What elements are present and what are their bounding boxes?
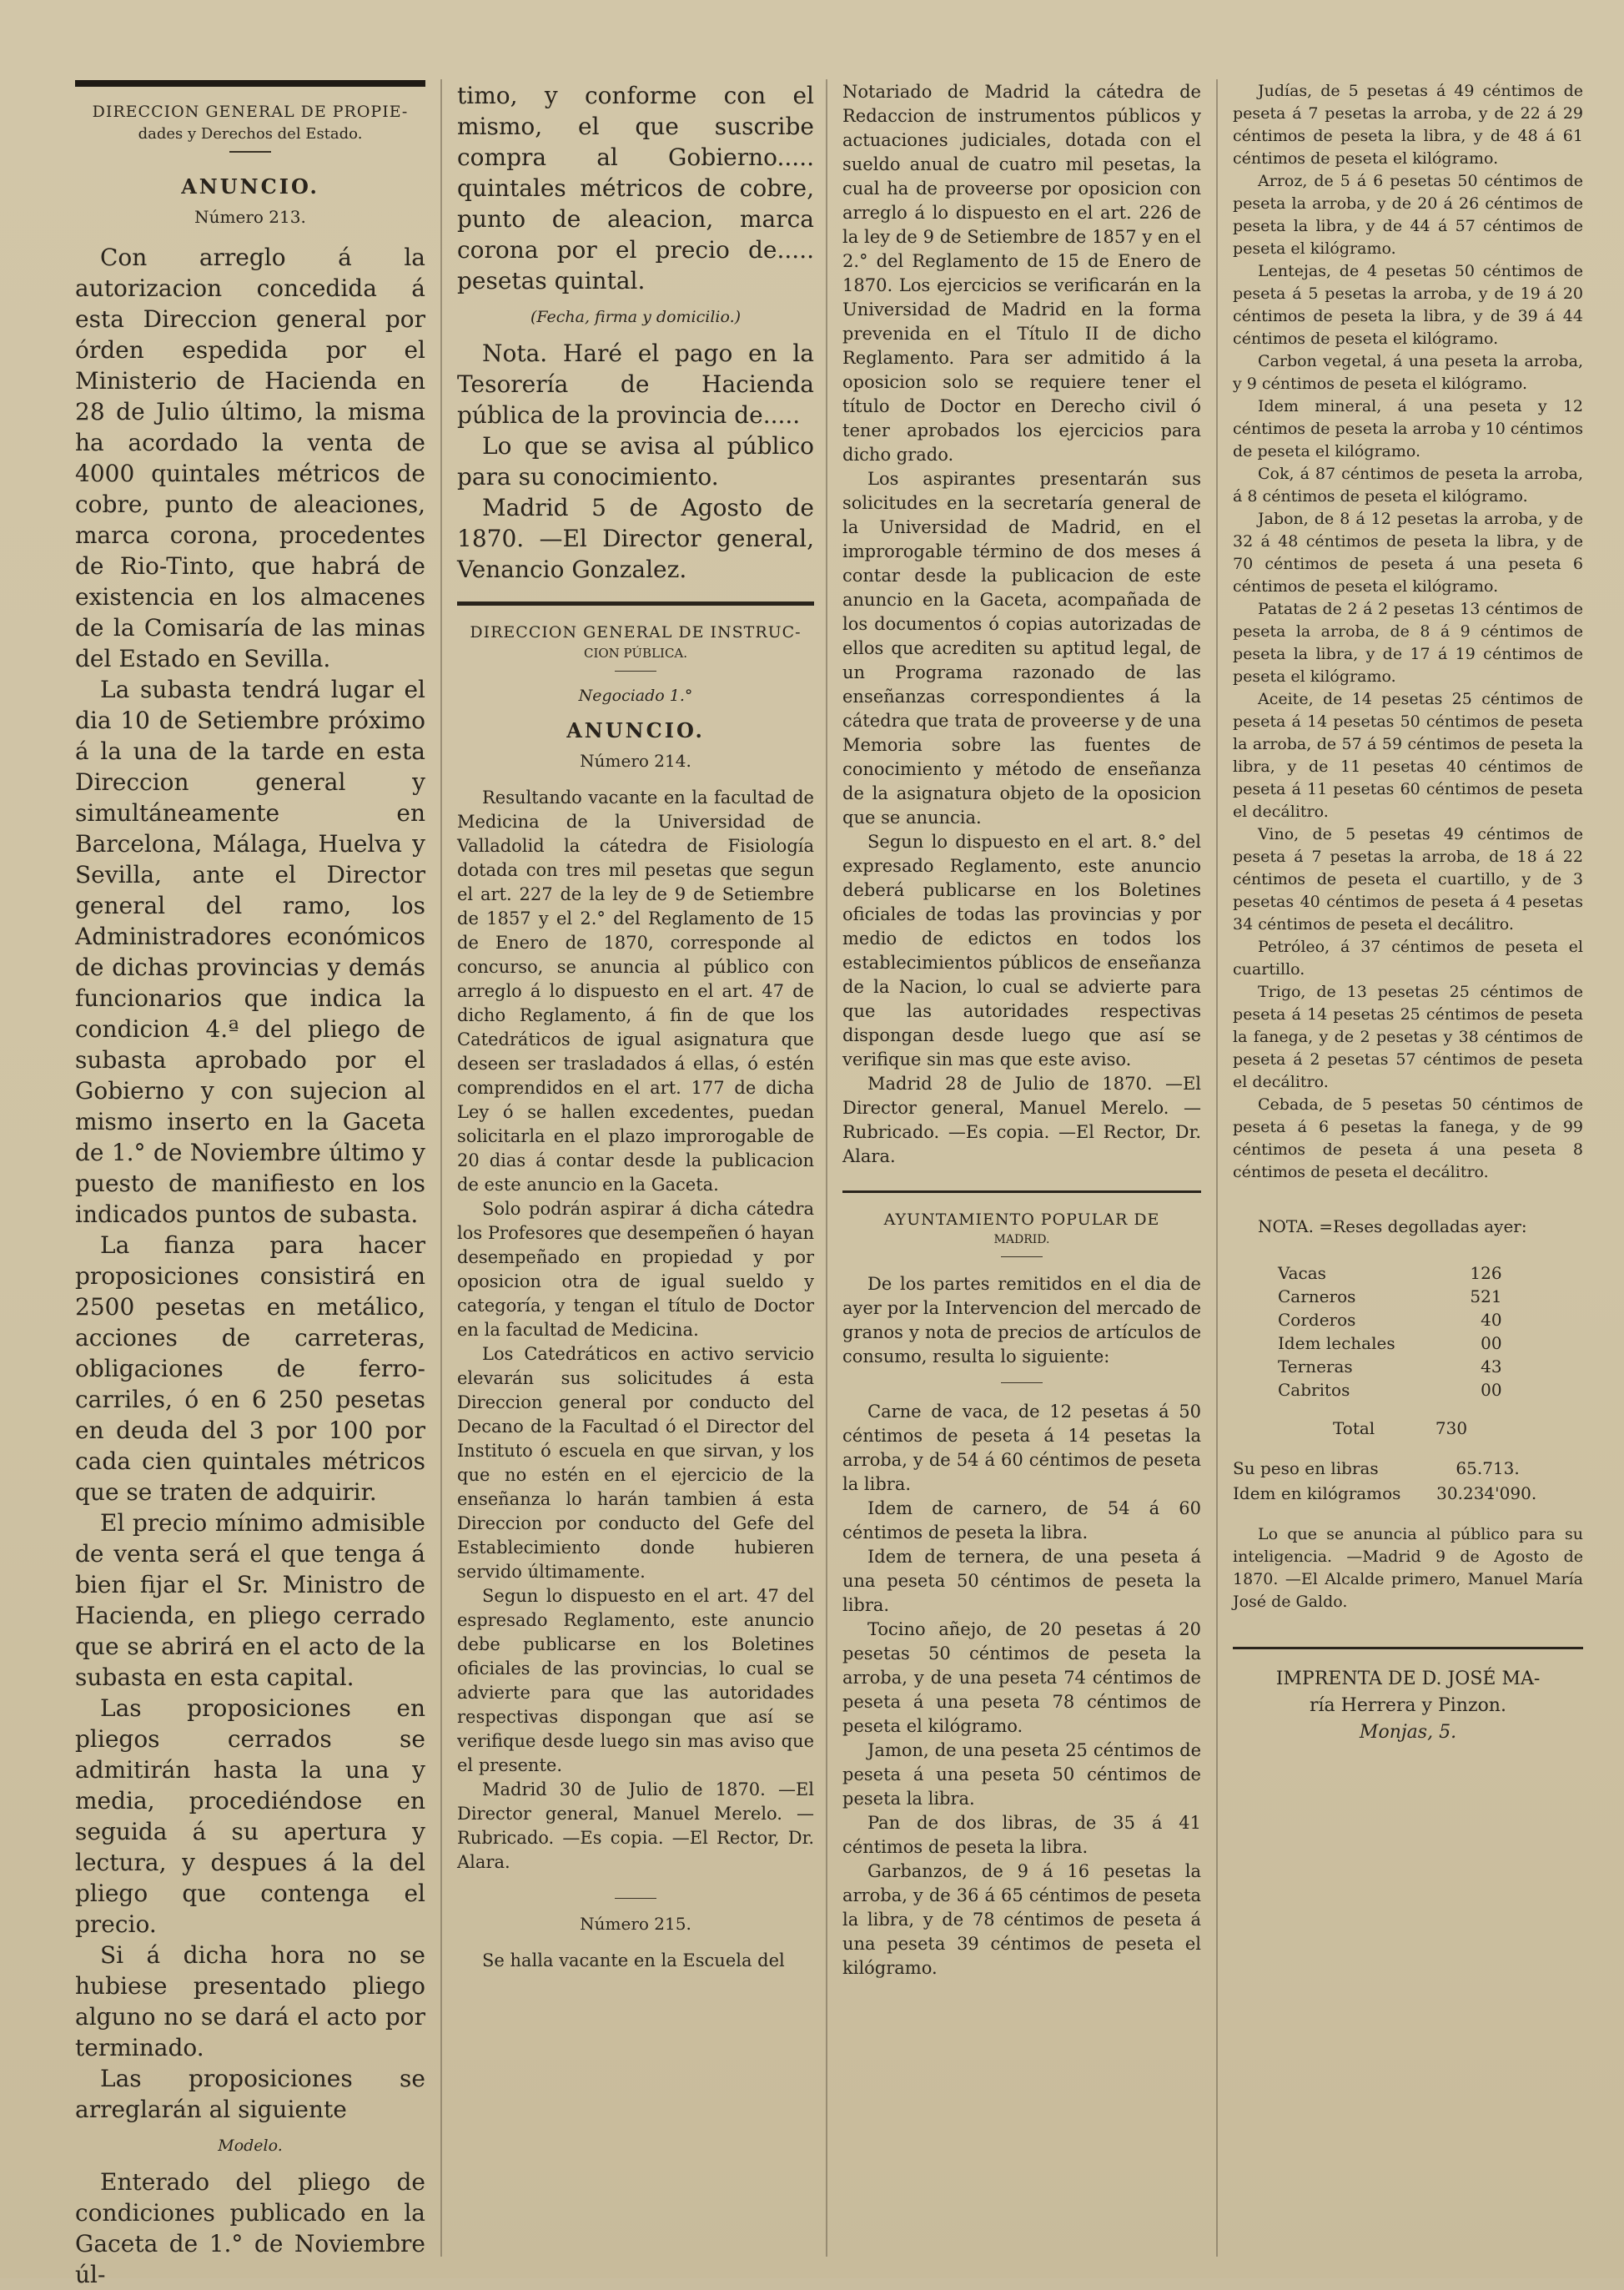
price-item: Judías, de 5 pesetas á 49 céntimos de peseta á 7 pesetas la arroba, y de 22 á 29 céntimos de peseta la libra, y de 48 á 61 céntimos de peseta el kilógramo. — [1233, 82, 1583, 168]
paragraph: Si á dicha hora no se hubiese presentado pliego alguno no se dará el acto por terminado. — [75, 1940, 425, 2061]
divider — [229, 151, 271, 153]
res-value: 521 — [1470, 1286, 1502, 1306]
res-value: 43 — [1481, 1356, 1502, 1377]
section-header-sub: dades y Derechos del Estado. — [138, 124, 363, 143]
anuncio-number: Número 214. — [580, 750, 691, 771]
paragraph: Lo que se anuncia al público para su inteligencia. —Madrid 9 de Agosto de 1870. —El Alcalde primero, Manuel María José de Galdo. — [1233, 1525, 1583, 1611]
paragraph: Se halla vacante en la Escuela del — [482, 1950, 785, 1970]
res-value: 00 — [1481, 1333, 1502, 1353]
table-row — [1275, 1308, 1506, 1331]
table-row — [1275, 1331, 1506, 1355]
section-rule — [842, 1190, 1201, 1193]
price-item: Cok, á 87 céntimos de peseta la arroba, á 8 céntimos de peseta el kilógramo. — [1233, 465, 1583, 506]
column-2 — [457, 80, 814, 2262]
column-3 — [842, 80, 1201, 2262]
column-rule — [440, 79, 442, 2257]
price-item: Garbanzos, de 9 á 16 pesetas la arroba, y de 36 á 65 céntimos de peseta la libra, y de 78 céntimos de peseta á una peseta 39 céntimos de peseta el kilógramo. — [842, 1860, 1201, 1978]
column-rule — [1216, 79, 1218, 2257]
price-item: Lentejas, de 4 pesetas 50 céntimos de peseta á 5 pesetas la arroba, y de 19 á 20 céntimos de peseta la libra, y de 39 á 44 céntimos de peseta el kilógramo. — [1233, 262, 1583, 348]
divider — [1001, 1256, 1043, 1257]
column-rule — [826, 79, 827, 2257]
section-header-sub: MADRID. — [993, 1232, 1050, 1246]
paragraph: Con arreglo á la autorizacion concedida á esta Direccion general por órden espedida por el Ministerio de Hacienda en 28 de Julio último, la misma ha acordado la venta de 4000 quintales métricos de cobre, punto de aleaciones, marca corona, procedentes de Rio-Tinto, que habrá de existencia en los almacenes de la Comisaría de las minas del Estado en Sevilla. — [75, 243, 425, 672]
negociado-label: Negociado 1.° — [578, 686, 693, 705]
section-header: AYUNTAMIENTO POPULAR DE — [883, 1210, 1160, 1229]
res-value: 00 — [1481, 1380, 1502, 1400]
paragraph: Enterado del pliego de condiciones publicado en la Gaceta de 1.° de Noviembre úl- — [75, 2167, 425, 2288]
res-label: Carneros — [1278, 1286, 1356, 1306]
total-label: Total — [1333, 1418, 1375, 1438]
price-item: Vino, de 5 pesetas 49 céntimos de peseta á 7 pesetas la arroba, de 18 á 22 céntimos de peseta el cuartillo, y de 3 pesetas 40 céntimos de peseta á 4 pesetas 34 céntimos de peseta el decálitro. — [1233, 825, 1583, 934]
paragraph: Madrid 30 de Julio de 1870. —El Director general, Manuel Merelo. —Rubricado. —Es copia. —El Rector, Dr. Alara. — [457, 1779, 814, 1872]
price-item: Arroz, de 5 á 6 pesetas 50 céntimos de peseta la arroba, y de 20 á 26 céntimos de peseta la libra, y de 44 á 57 céntimos de peseta el kilógramo. — [1233, 172, 1583, 258]
price-item: Jamon, de una peseta 25 céntimos de peseta á una peseta 50 céntimos de peseta la libra. — [842, 1739, 1201, 1809]
paragraph: Madrid 28 de Julio de 1870. —El Director general, Manuel Merelo. —Rubricado. —Es copia. —El Rector, Dr. Alara. — [842, 1074, 1201, 1166]
peso-kg-value: 30.234'090. — [1436, 1483, 1537, 1503]
peso-libras-row — [1233, 1458, 1583, 1478]
peso-libras-value: 65.713. — [1456, 1458, 1520, 1478]
price-item: Idem de ternera, de una peseta á una peseta 50 céntimos de peseta la libra. — [842, 1546, 1201, 1615]
imprenta-block — [1233, 1666, 1583, 1746]
price-item: Aceite, de 14 pesetas 25 céntimos de peseta á 14 pesetas 50 céntimos de peseta la arroba, de 57 á 59 céntimos de peseta la libra, y de 11 pesetas 40 céntimos de peseta á 11 pesetas 60 céntimos de peseta el decálitro. — [1233, 690, 1583, 821]
paragraph: timo, y conforme con el mismo, el que suscribe compra al Gobierno..... quintales métricos de cobre, punto de aleacion, marca corona por el precio de..... pesetas quintal. — [457, 82, 814, 294]
paragraph: Madrid 5 de Agosto de 1870. —El Director general, Venancio Gonzalez. — [457, 494, 814, 583]
price-item: Carne de vaca, de 12 pesetas á 50 céntimos de peseta á 14 pesetas la arroba, y de 54 á 60 céntimos de peseta la libra. — [842, 1401, 1201, 1494]
price-item: Carbon vegetal, á una peseta la arroba, y 9 céntimos de peseta el kilógramo. — [1233, 352, 1583, 393]
peso-kg-row — [1233, 1483, 1583, 1503]
section-rule — [1233, 1647, 1583, 1649]
anuncio-title: ANUNCIO. — [566, 717, 705, 742]
anuncio-number: Número 213. — [194, 206, 306, 227]
imprenta-address: Monjas, 5. — [1359, 1722, 1457, 1743]
table-row — [1275, 1285, 1506, 1308]
res-value: 126 — [1470, 1263, 1502, 1283]
divider — [615, 671, 656, 672]
price-item: Cebada, de 5 pesetas 50 céntimos de peseta á 6 pesetas la fanega, y de 99 céntimos de peseta á una peseta 8 céntimos de peseta el decálitro. — [1233, 1095, 1583, 1181]
signature-note: (Fecha, firma y domicilio.) — [530, 308, 742, 326]
paragraph: Los Catedráticos en activo servicio elevarán sus solicitudes á esta Direccion general por conducto del Decano de la Facultad ó el Director del Instituto ó escuela en que sirvan, y los que no estén en el ejercicio de la enseñanza lo harán tambien á esta Direccion por conducto del Gefe del Establecimiento donde hubieren servido últimamente. — [457, 1343, 814, 1582]
divider — [615, 1898, 656, 1899]
price-item: Pan de dos libras, de 35 á 41 céntimos de peseta la libra. — [842, 1812, 1201, 1857]
paragraph: De los partes remitidos en el dia de ayer por la Intervencion del mercado de granos y nota de precios de artículos de consumo, resulta lo siguiente: — [842, 1273, 1201, 1366]
peso-libras-label: Su peso en libras — [1233, 1458, 1379, 1478]
paragraph: Notariado de Madrid la cátedra de Redaccion de instrumentos públicos y actuaciones judiciales, dotada con el sueldo anual de cuatro mil pesetas, la cual ha de proveerse por oposicion con arreglo á lo dispuesto en el art. 226 de la ley de 9 de Setiembre de 1857 y en el 2.° del Reglamento de 15 de Enero de 1870. Los ejercicios se verificarán en la Universidad de Madrid en la forma prevenida en el Título II de dicho Reglamento. Para ser admitido á la oposicion solo se requiere tener el título de Doctor en Derecho civil ó tener aprobados los ejercicios para dicho grado. — [842, 82, 1201, 465]
total-value: 730 — [1435, 1418, 1468, 1438]
res-label: Terneras — [1278, 1356, 1353, 1377]
paragraph: La subasta tendrá lugar el dia 10 de Setiembre próximo á la una de la tarde en esta Direccion general y simultáneamente en Barcelona, Málaga, Huelva y Sevilla, ante el Director general del ramo, los Administradores económicos de dichas provincias y demás funcionarios que indica la condicion 4.ª del pliego de subasta aprobado por el Gobierno y con sujecion al mismo inserto en la Gaceta de 1.° de Noviembre último y puesto de manifiesto en los indicados puntos de subasta. — [75, 675, 425, 1228]
table-row — [1275, 1355, 1506, 1378]
paragraph: Segun lo dispuesto en el art. 8.° del expresado Reglamento, este anuncio deberá publicarse en los Boletines oficiales de todas las provincias y por medio de edictos en todos los establecimientos públicos de enseñanza de la Nacion, lo cual se advierte para que las autoridades respectivas dispongan desde luego que así se verifique sin mas que este aviso. — [842, 832, 1201, 1070]
price-item: Idem de carnero, de 54 á 60 céntimos de peseta la libra. — [842, 1497, 1201, 1543]
price-item: Idem mineral, á una peseta y 12 céntimos de peseta la arroba y 10 céntimos de peseta el kilógramo. — [1233, 397, 1583, 461]
section-header-sub: CION PÚBLICA. — [583, 645, 688, 661]
price-item: Jabon, de 8 á 12 pesetas la arroba, y de 32 á 48 céntimos de peseta la libra, y de 70 céntimos de peseta á una peseta 6 céntimos de peseta el kilógramo. — [1233, 510, 1583, 596]
price-item: Tocino añejo, de 20 pesetas á 20 pesetas 50 céntimos de peseta la arroba, y de una peseta 74 céntimos de peseta á una peseta 78 céntimos de peseta el kilógramo. — [842, 1618, 1201, 1736]
res-label: Vacas — [1278, 1263, 1326, 1283]
paragraph: El precio mínimo admisible de venta será el que tenga á bien fijar el Sr. Ministro de Hacienda, en pliego cerrado que se abrirá en el acto de la subasta en esta capital. — [75, 1508, 425, 1691]
price-item: Trigo, de 13 pesetas 25 céntimos de peseta á 14 pesetas 25 céntimos de peseta la fanega, y de 2 pesetas y 38 céntimos de peseta á 2 pesetas 57 céntimos de peseta el decálitro. — [1233, 983, 1583, 1091]
paragraph: Lo que se avisa al público para su conocimiento. — [457, 432, 814, 491]
nota-label: NOTA. =Reses degolladas ayer: — [1258, 1216, 1527, 1236]
peso-kg-label: Idem en kilógramos — [1233, 1483, 1401, 1503]
paragraph: Solo podrán aspirar á dicha cátedra los Profesores que desempeñen ó hayan desempeñado en propiedad y por oposicion otra de igual sueldo y categoría, y tengan el título de Doctor en la facultad de Medicina. — [457, 1198, 814, 1340]
paragraph: Resultando vacante en la facultad de Medicina de la Universidad de Valladolid la cátedra de Fisiología dotada con tres mil pesetas que segun el art. 227 de la ley de 9 de Setiembre de 1857 y el 2.° del Reglamento de 15 de Enero de 1870, corresponde al concurso, se anuncia al público con arreglo á lo dispuesto en el art. 47 de dicho Reglamento, á fin de que los Catedráticos de igual asignatura que deseen ser trasladados á ellas, ó estén comprendidos en el art. 177 de dicha Ley ó se hallen excedentes, puedan solicitarla en el plazo improrogable de 20 dias á contar desde la publicacion de este anuncio en la Gaceta. — [457, 787, 814, 1195]
paragraph: Nota. Haré el pago en la Tesorería de Hacienda pública de la provincia de..... — [457, 340, 814, 429]
table-row — [1275, 1261, 1506, 1285]
section-header: DIRECCION GENERAL DE INSTRUC- — [470, 623, 802, 642]
section-rule — [457, 601, 814, 606]
price-item: Petróleo, á 37 céntimos de peseta el cuartillo. — [1233, 938, 1583, 979]
price-item: Patatas de 2 á 2 pesetas 13 céntimos de peseta la arroba, de 8 á 9 céntimos de peseta la libra, y de 17 á 19 céntimos de peseta el kilógramo. — [1233, 600, 1583, 686]
res-label: Idem lechales — [1278, 1333, 1395, 1353]
column-1 — [75, 80, 425, 2288]
anuncio-title: ANUNCIO. — [181, 174, 319, 199]
paragraph: Las proposiciones se arreglarán al siguiente — [75, 2064, 425, 2123]
reses-table — [1275, 1261, 1506, 1402]
table-row — [1275, 1378, 1506, 1402]
paragraph: La fianza para hacer proposiciones consistirá en 2500 pesetas en metálico, acciones de carreteras, obligaciones de ferro-carriles, ó en 6 250 pesetas en deuda del 3 por 100 por cada cien quintales métricos que se traten de adquirir. — [75, 1231, 425, 1506]
modelo-label: Modelo. — [218, 2136, 283, 2155]
anuncio-number: Número 215. — [580, 1913, 691, 1934]
paragraph: Las proposiciones en pliegos cerrados se admitirán hasta la una y media, procediéndose en seguida á su apertura y lectura, y despues á la del pliego que contenga el precio. — [75, 1694, 425, 1938]
column-4 — [1233, 80, 1583, 2262]
paragraph: Segun lo dispuesto en el art. 47 del espresado Reglamento, este anuncio debe publicarse en los Boletines oficiales de las provincias, lo cual se advierte para que las autoridades respectivas dispongan que así se verifique desde luego sin mas aviso que el presente. — [457, 1585, 814, 1775]
imprenta-line: IMPRENTA DE D. JOSÉ MA- — [1275, 1668, 1541, 1689]
res-label: Corderos — [1278, 1310, 1356, 1330]
paragraph: Los aspirantes presentarán sus solicitudes en la secretaría general de la Universidad de Madrid, en el improrogable término de dos meses á contar desde la publicacion de este anuncio en la Gaceta, acompañada de los documentos ó copias autorizadas de ellos que acrediten su aptitud legal, de un Programa razonado de las enseñanzas correspondientes á la cátedra que trata de proveerse y de una Memoria sobre las fuentes de conocimiento y método de enseñanza de la asignatura objeto de la oposicion que se anuncia. — [842, 469, 1201, 828]
res-label: Cabritos — [1278, 1380, 1350, 1400]
divider — [1001, 1382, 1043, 1383]
section-header: DIRECCION GENERAL DE PROPIE- — [92, 103, 409, 121]
total-row — [1333, 1418, 1583, 1438]
res-value: 40 — [1481, 1310, 1502, 1330]
imprenta-line: ría Herrera y Pinzon. — [1310, 1695, 1506, 1716]
top-rule — [75, 80, 425, 87]
